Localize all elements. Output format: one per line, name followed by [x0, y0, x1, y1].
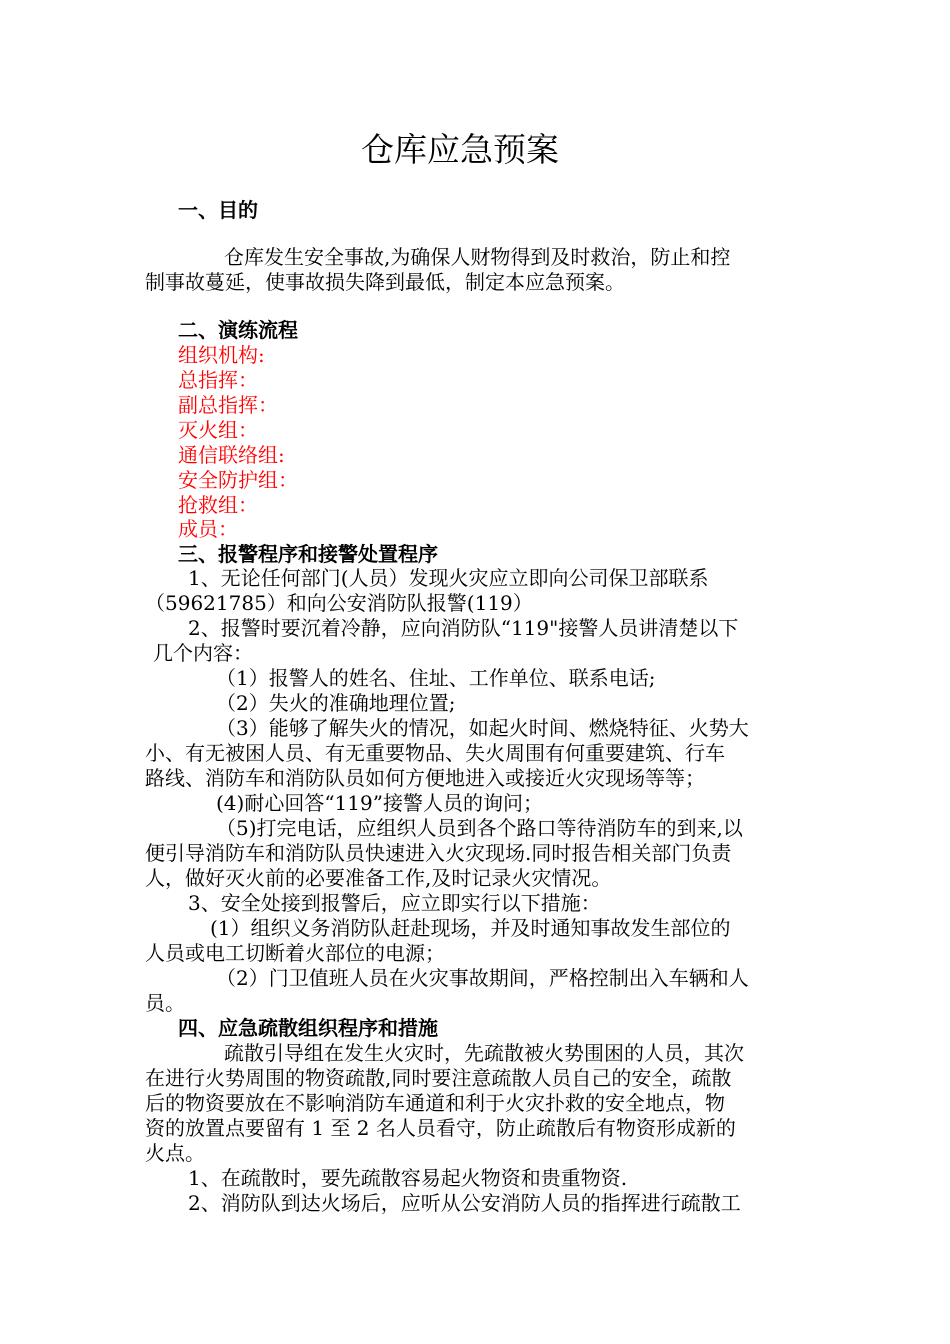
paragraph-line: （59621785）和向公安消防队报警(119）: [145, 591, 533, 615]
org-item: 成员：: [178, 517, 238, 541]
section-heading-drill: 二、演练流程: [178, 318, 298, 342]
paragraph-line: (1）组织义务消防队赶赴现场，并及时通知事故发生部位的: [210, 916, 731, 940]
paragraph-line: 小、有无被困人员、有无重要物品、失火周围有何重要建筑、行车: [145, 741, 725, 765]
paragraph-line: 2、报警时要沉着冷静，应向消防队“119"接警人员讲清楚以下: [188, 616, 739, 640]
paragraph-line: 1、无论任何部门(人员）发现火灾应立即向公司保卫部联系: [188, 566, 709, 590]
paragraph-line: (4)耐心回答“119”接警人员的询问；: [216, 791, 543, 815]
section-heading-evacuation: 四、应急疏散组织程序和措施: [178, 1016, 438, 1040]
paragraph-line: 疏散引导组在发生火灾时，先疏散被火势围困的人员，其次: [224, 1041, 744, 1065]
org-item: 安全防护组：: [178, 468, 298, 492]
paragraph-line: 火点。: [145, 1141, 205, 1165]
org-item: 灭火组：: [178, 418, 258, 442]
paragraph-line: （2）失火的准确地理位置;: [216, 691, 456, 715]
section-heading-alarm: 三、报警程序和接警处置程序: [178, 542, 438, 566]
paragraph-line: 资的放置点要留有 1 至 2 名人员看守，防止疏散后有物资形成新的: [145, 1116, 736, 1140]
paragraph-line: （3）能够了解失火的情况，如起火时间、燃烧特征、火势大: [216, 716, 749, 740]
paragraph-line: 3、安全处接到报警后，应立即实行以下措施：: [188, 891, 601, 915]
paragraph-line: 几个内容：: [153, 641, 253, 665]
paragraph-line: 仓库发生安全事故,为确保人财物得到及时救治，防止和控: [224, 245, 731, 269]
org-item: 副总指挥：: [178, 393, 278, 417]
paragraph-line: 2、消防队到达火场后，应听从公安消防人员的指挥进行疏散工: [188, 1191, 741, 1215]
paragraph-line: 人员或电工切断着火部位的电源；: [145, 941, 445, 965]
paragraph-line: （2）门卫值班人员在火灾事故期间，严格控制出入车辆和人: [216, 966, 749, 990]
section-heading-purpose: 一、目的: [178, 198, 258, 222]
org-item: 总指挥：: [178, 368, 258, 392]
org-item: 通信联络组:: [178, 443, 285, 467]
paragraph-line: 便引导消防车和消防队员快速进入火灾现场.同时报告相关部门负责: [145, 841, 732, 865]
paragraph-line: 在进行火势周围的物资疏散,同时要注意疏散人员自己的安全，疏散: [145, 1066, 732, 1090]
org-item: 组织机构:: [178, 343, 265, 367]
paragraph-line: 路线、消防车和消防队员如何方便地进入或接近火灾现场等等；: [145, 766, 705, 790]
paragraph-line: （1）报警人的姓名、住址、工作单位、联系电话;: [216, 666, 656, 690]
paragraph-line: 制事故蔓延，使事故损失降到最低，制定本应急预案。: [145, 270, 625, 294]
paragraph-line: （5)打完电话，应组织人员到各个路口等待消防车的到来,以: [216, 816, 743, 840]
paragraph-line: 1、在疏散时，要先疏散容易起火物资和贵重物资.: [188, 1166, 628, 1190]
paragraph-line: 后的物资要放在不影响消防车通道和利于火灾扑救的安全地点，物: [145, 1091, 725, 1115]
org-item: 抢救组：: [178, 493, 258, 517]
document-title: 仓库应急预案: [361, 130, 559, 169]
paragraph-line: 员。: [145, 991, 185, 1015]
paragraph-line: 人，做好灭火前的必要准备工作,及时记录火灾情况。: [145, 866, 612, 890]
